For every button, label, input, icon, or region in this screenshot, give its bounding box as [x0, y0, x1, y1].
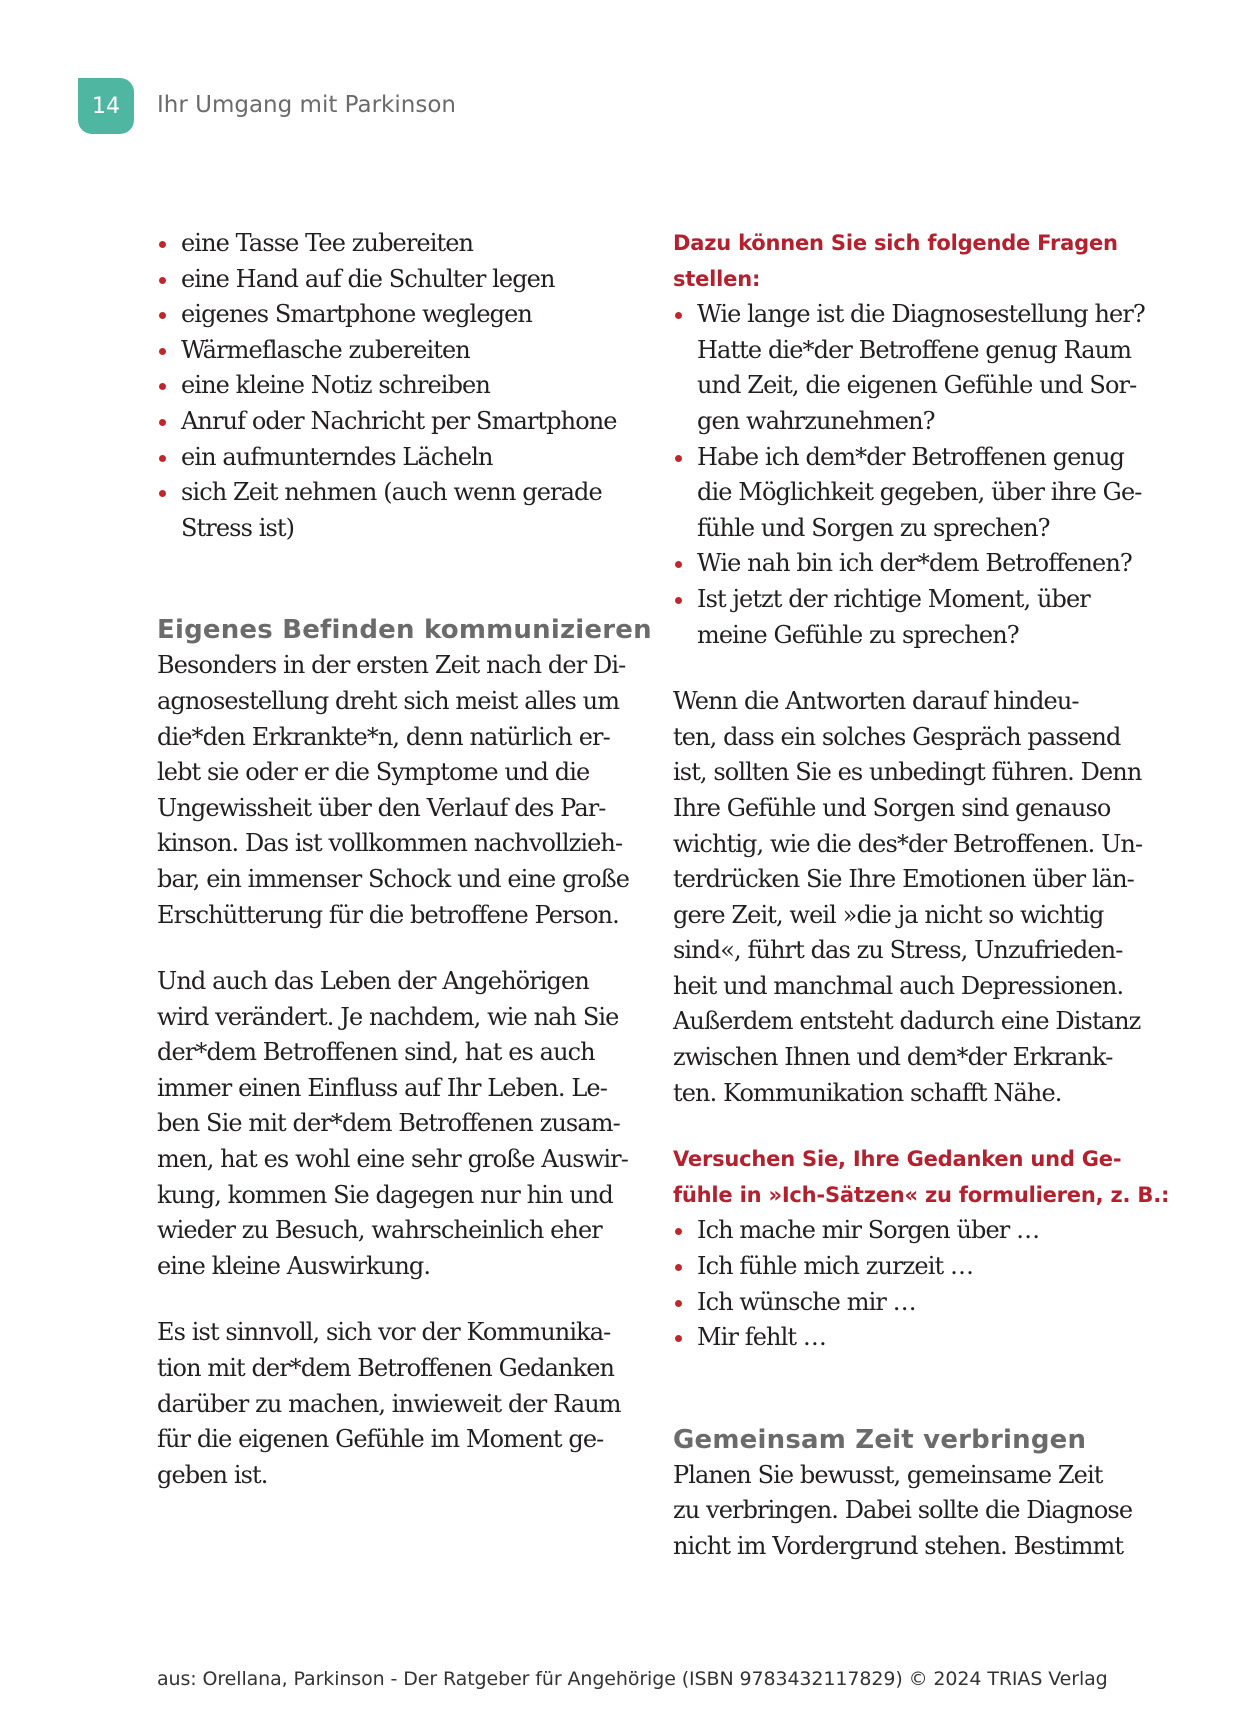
questions-bullet-list [673, 297, 1143, 653]
text-line: Mir fehlt … [697, 1323, 826, 1352]
text-line: sich Zeit nehmen (auch wenn gerade [181, 478, 602, 507]
ich-saetze-bullet-list [673, 1213, 1143, 1355]
text-line: Ich wünsche mir … [697, 1287, 916, 1316]
intro-bullet-list [157, 226, 625, 546]
text-line: die*den Erkrankte*n, denn natürlich er- [157, 722, 610, 751]
bullet-item [673, 1213, 1143, 1249]
text-line: Versuchen Sie, Ihre Gedanken und Ge- [673, 1147, 1122, 1172]
text-line: Ungewissheit über den Verlauf des Par- [157, 793, 606, 822]
text-line: men, hat es wohl eine sehr große Auswir- [157, 1145, 628, 1174]
text-line: ein aufmunterndes Lächeln [181, 442, 493, 471]
text-line: Wie nah bin ich der*dem Betroffenen? [697, 549, 1132, 578]
text-line: Ihre Gefühle und Sorgen sind genauso [673, 793, 1111, 822]
text-line: gere Zeit, weil »die ja nicht so wichtig [673, 900, 1104, 929]
text-line: stellen: [673, 266, 761, 291]
bullet-item [157, 440, 625, 476]
text-line: zu verbringen. Dabei sollte die Diagnose [673, 1496, 1133, 1525]
text-line: Wärmeflasche zubereiten [181, 335, 470, 364]
bullet-item [157, 404, 625, 440]
text-line: wieder zu Besuch, wahrscheinlich eher [157, 1216, 602, 1245]
bullet-item [157, 333, 625, 369]
text-line: ten. Kommunikation schafft Nähe. [673, 1078, 1062, 1107]
text-line: Besonders in der ersten Zeit nach der Di- [157, 651, 626, 680]
text-line: eine kleine Auswirkung. [157, 1251, 431, 1280]
paragraph [157, 648, 630, 933]
text-line: bar, ein immenser Schock und eine große [157, 864, 630, 893]
text-line: eigenes Smartphone weglegen [181, 300, 532, 329]
text-line: Wenn die Antworten darauf hindeu- [673, 687, 1079, 716]
text-line: ist, sollten Sie es unbedingt führen. Denn [673, 758, 1142, 787]
text-line: Hatte die*der Betroffene genug Raum [697, 335, 1132, 364]
page-number-badge [78, 78, 134, 134]
source-footer: aus: Orellana, Parkinson - Der Ratgeber für Angehörige (ISBN 9783432117829) © 2024 TRIAS Verlag [157, 1668, 1108, 1690]
answer-paragraph [673, 684, 1143, 1111]
text-line: Stress ist) [181, 513, 295, 542]
bullet-item [157, 226, 625, 262]
text-line: Dazu können Sie sich folgende Fragen [673, 231, 1118, 255]
text-line: Ist jetzt der richtige Moment, über [697, 584, 1090, 613]
bullet-item [157, 368, 625, 404]
text-line: ben Sie mit der*dem Betroffenen zusam- [157, 1109, 620, 1138]
ich-saetze-heading [673, 1142, 1170, 1213]
text-line: Habe ich dem*der Betroffenen genug [697, 442, 1124, 471]
paragraph [157, 964, 628, 1284]
text-line: ten, dass ein solches Gespräch passend [673, 722, 1121, 751]
text-line: zwischen Ihnen und dem*der Erkrank- [673, 1043, 1113, 1072]
text-line: eine kleine Notiz schreiben [181, 371, 490, 400]
text-line: die Möglichkeit gegeben, über ihre Ge- [697, 478, 1142, 507]
text-line: für die eigenen Gefühle im Moment ge- [157, 1425, 604, 1454]
text-line: heit und manchmal auch Depressionen. [673, 971, 1124, 1000]
section-heading-befinden: Eigenes Befinden kommunizieren [157, 615, 652, 646]
text-line: tion mit der*dem Betroffenen Gedanken [157, 1354, 615, 1383]
text-line: eine Hand auf die Schulter legen [181, 264, 555, 293]
text-line: terdrücken Sie Ihre Emotionen über län- [673, 865, 1134, 894]
text-line: der*dem Betroffenen sind, hat es auch [157, 1038, 595, 1067]
bullet-item [673, 1249, 1143, 1285]
text-line: kinson. Das ist vollkommen nachvollzieh- [157, 829, 623, 858]
bullet-item [673, 546, 1143, 582]
text-line: kung, kommen Sie dagegen nur hin und [157, 1180, 613, 1209]
bullet-item [673, 440, 1143, 547]
text-line: Ich fühle mich zurzeit … [697, 1252, 974, 1281]
text-line: Außerdem entsteht dadurch eine Distanz [673, 1007, 1141, 1036]
text-line: eine Tasse Tee zubereiten [181, 229, 474, 257]
text-line: meine Gefühle zu sprechen? [697, 620, 1019, 649]
text-line: fühle in »Ich-Sätzen« zu formulieren, z. B.: [673, 1182, 1170, 1207]
text-line: Und auch das Leben der Angehörigen [157, 967, 589, 996]
bullet-item [673, 1320, 1143, 1356]
text-line: darüber zu machen, inwieweit der Raum [157, 1389, 621, 1418]
text-line: Wie lange ist die Diagnosestellung her? [697, 300, 1145, 329]
text-line: Planen Sie bewusst, gemeinsame Zeit [673, 1460, 1103, 1489]
left-column [157, 226, 652, 1493]
text-line: fühle und Sorgen zu sprechen? [697, 513, 1050, 542]
text-line: Es ist sinnvoll, sich vor der Kommunika- [157, 1318, 611, 1347]
bullet-item [157, 262, 625, 298]
right-column [673, 226, 1170, 1565]
text-line: agnosestellung dreht sich meist alles um [157, 686, 620, 715]
text-line: gen wahrzunehmen? [697, 406, 935, 435]
paragraph [673, 1458, 1143, 1565]
text-line: wichtig, wie die des*der Betroffenen. Un- [673, 829, 1143, 858]
text-line: Erschütterung für die betroffene Person. [157, 900, 619, 929]
text-line: wird verändert. Je nachdem, wie nah Sie [157, 1002, 619, 1031]
text-line: nicht im Vordergrund stehen. Bestimmt [673, 1532, 1124, 1560]
text-line: lebt sie oder er die Symptome und die [157, 758, 590, 787]
bullet-item [157, 297, 625, 333]
bullet-item [673, 297, 1143, 439]
bullet-item [673, 1285, 1143, 1321]
running-title: Ihr Umgang mit Parkinson [157, 92, 456, 118]
text-line: sind«, führt das zu Stress, Unzufrieden- [673, 936, 1123, 965]
paragraph [157, 1315, 625, 1493]
questions-heading [673, 226, 1143, 297]
text-line: und Zeit, die eigenen Gefühle und Sor- [697, 371, 1137, 400]
bullet-item [157, 475, 625, 546]
text-line: immer einen Einfluss auf Ihr Leben. Le- [157, 1073, 607, 1102]
text-line: Ich mache mir Sorgen über … [697, 1216, 1040, 1245]
section-heading-zeit: Gemeinsam Zeit verbringen [673, 1424, 1087, 1455]
text-line: geben ist. [157, 1460, 268, 1489]
page-number: 14 [92, 93, 120, 119]
bullet-item [673, 582, 1143, 653]
text-line: Anruf oder Nachricht per Smartphone [181, 406, 617, 435]
